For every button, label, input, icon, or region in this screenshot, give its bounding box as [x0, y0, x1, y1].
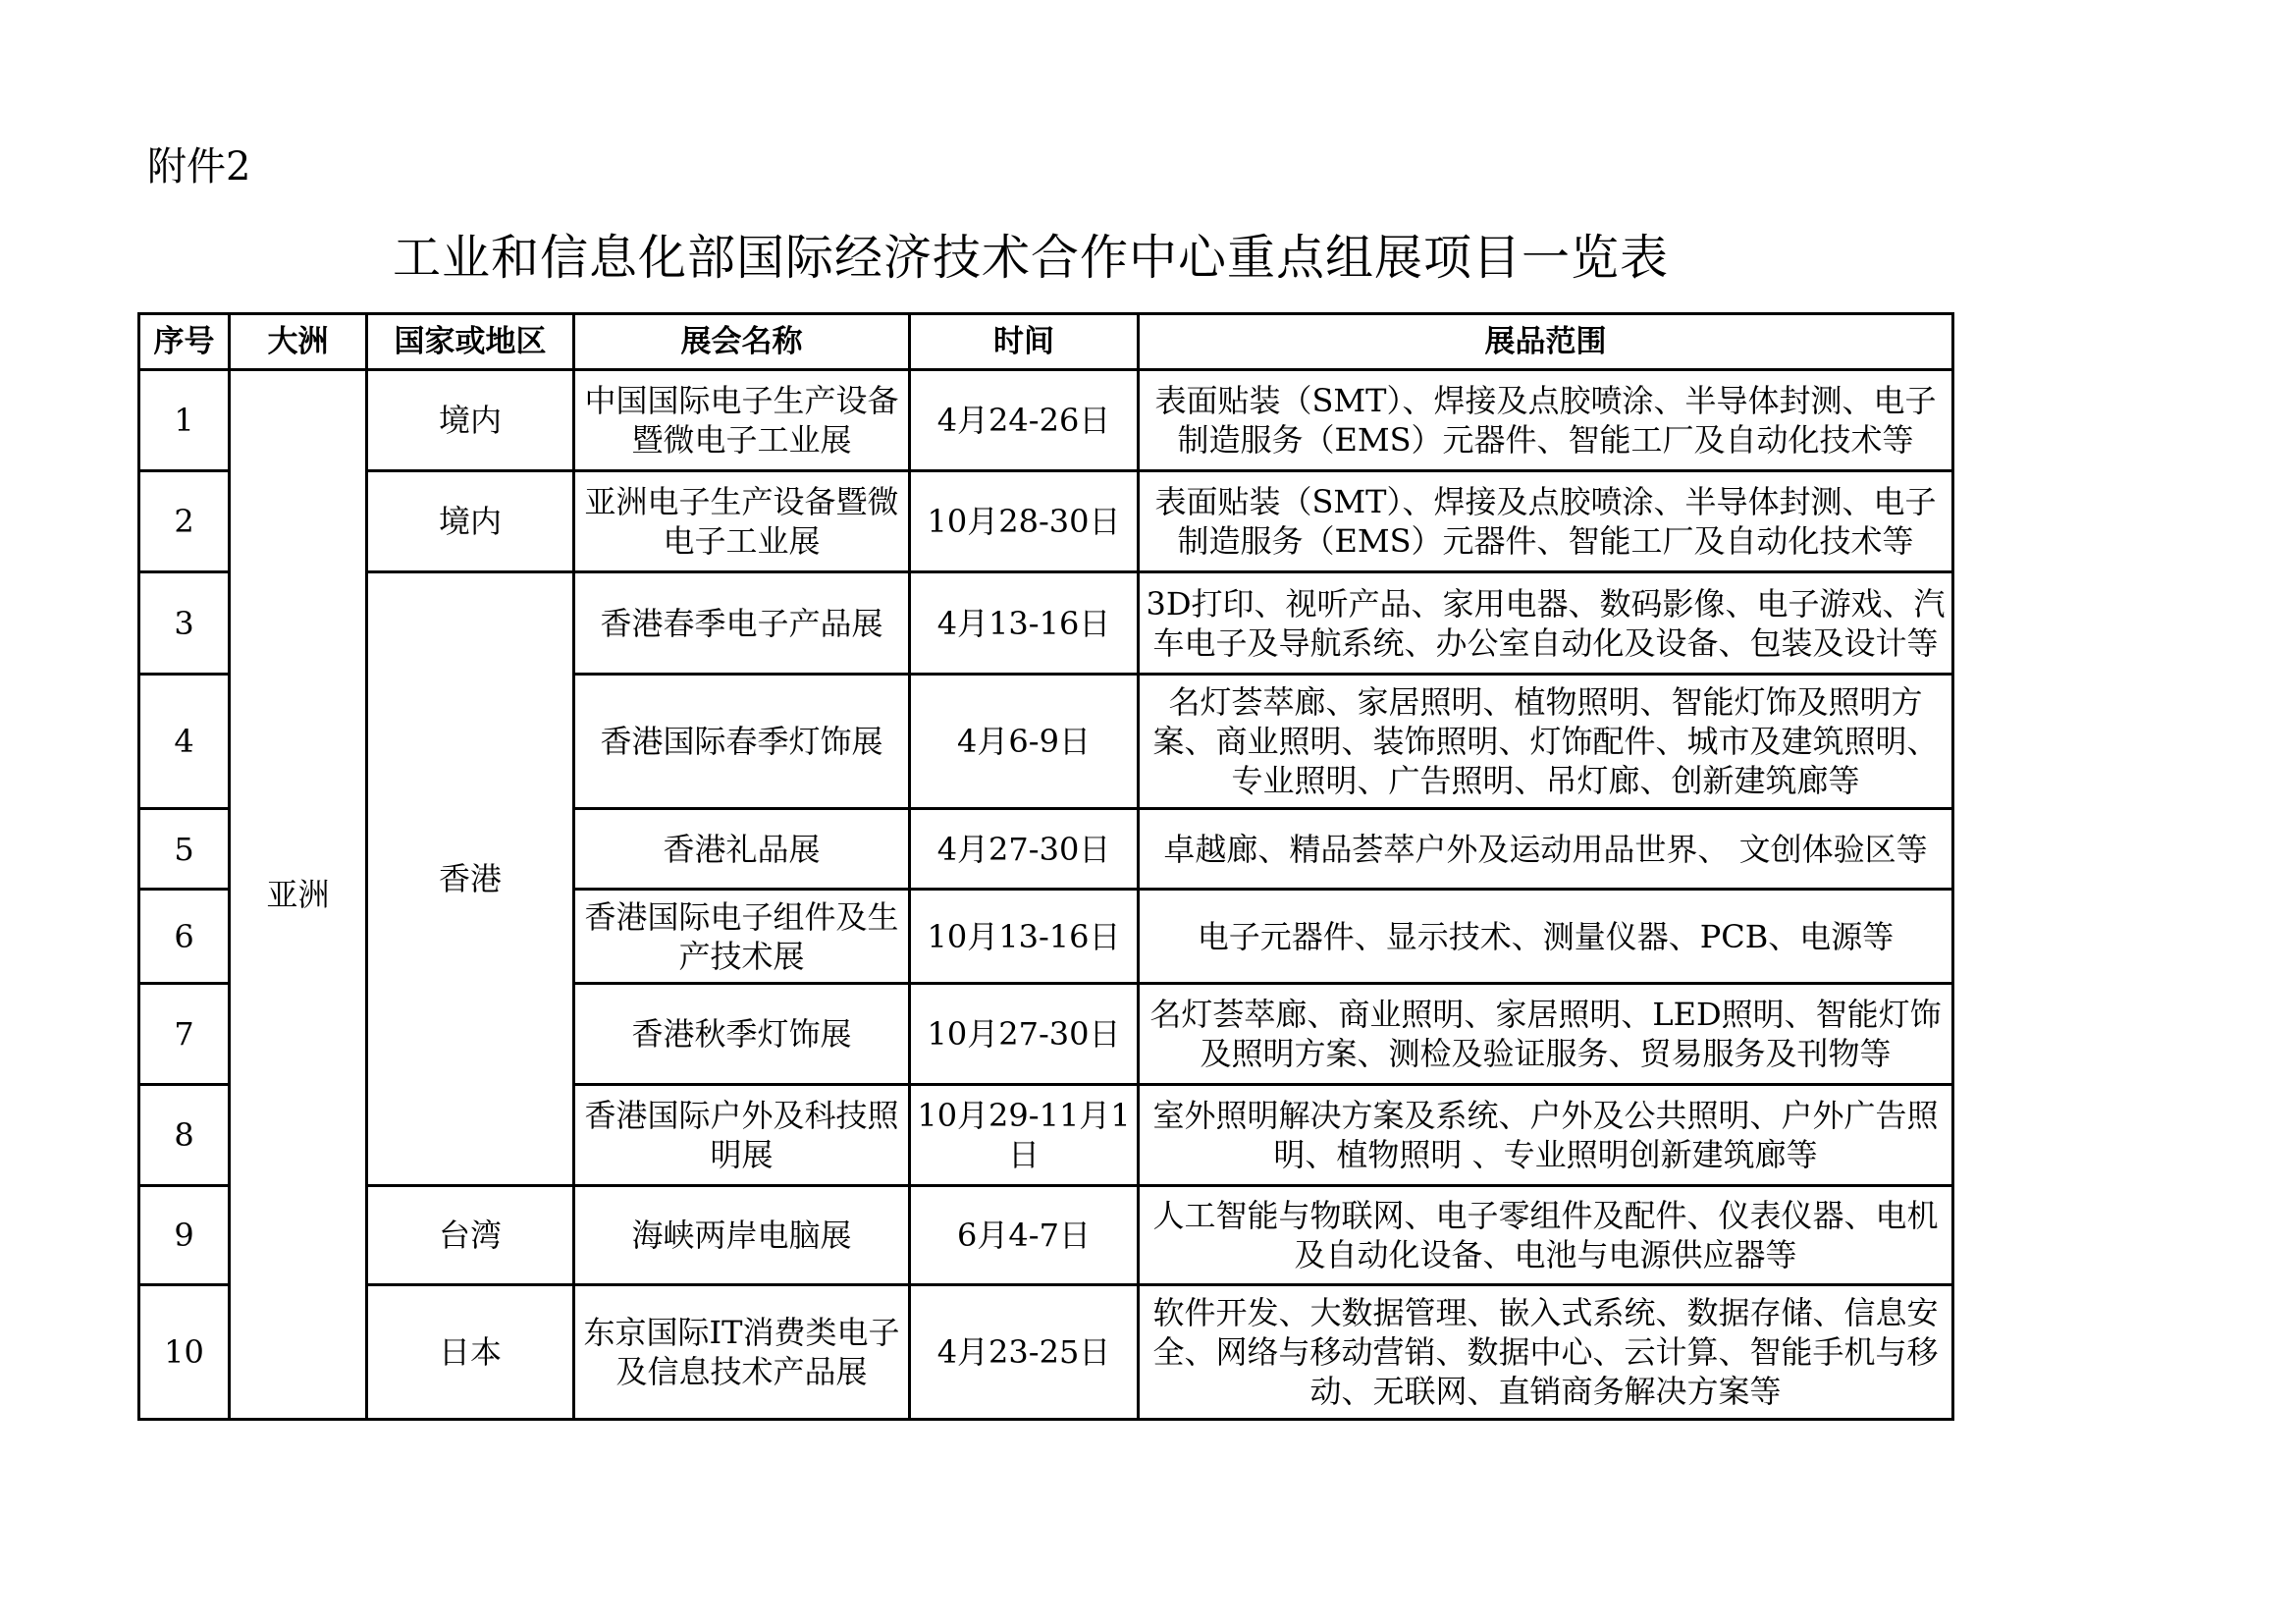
cell-time: 10月27-30日	[910, 984, 1139, 1085]
document-title: 工业和信息化部国际经济技术合作中心重点组展项目一览表	[393, 230, 1670, 286]
cell-time: 4月6-9日	[910, 675, 1139, 809]
cell-continent: 亚洲	[230, 370, 367, 1420]
header-region: 国家或地区	[367, 314, 574, 370]
cell-no: 4	[139, 675, 230, 809]
cell-product-range	[1139, 984, 1953, 1085]
product-range-text: 名灯荟萃廊、家居照明、植物照明、智能灯饰及照明方案、商业照明、装饰照明、灯饰配件、城市及建筑照明、专业照明、广告照明、吊灯廊、创新建筑廊等	[1152, 683, 1939, 799]
product-range-text: 室外照明解决方案及系统、户外及公共照明、户外广告照明、植物照明 、专业照明创新建筑廊等	[1152, 1097, 1939, 1173]
product-range-text: 电子元器件、显示技术、测量仪器、PCB、电源等	[1197, 917, 1895, 955]
cell-time: 4月23-25日	[910, 1285, 1139, 1420]
cell-time: 10月13-16日	[910, 890, 1139, 984]
cell-region: 台湾	[367, 1186, 574, 1285]
cell-product-range	[1139, 1285, 1953, 1420]
header-exhibition-name: 展会名称	[574, 314, 910, 370]
cell-exhibition-name: 香港秋季灯饰展	[574, 984, 910, 1085]
table-row	[139, 370, 1953, 471]
cell-product-range	[1139, 572, 1953, 675]
cell-product-range	[1139, 675, 1953, 809]
product-range-text: 卓越廊、精品荟萃户外及运动用品世界、 文创体验区等	[1163, 830, 1928, 868]
cell-exhibition-name: 香港国际户外及科技照明展	[574, 1085, 910, 1186]
table-row	[139, 572, 1953, 675]
product-range-text: 人工智能与物联网、电子零组件及配件、仪表仪器、电机及自动化设备、电池与电源供应器等	[1152, 1197, 1939, 1273]
product-range-text: 3D打印、视听产品、家用电器、数码影像、电子游戏、汽车电子及导航系统、办公室自动化及设备、包装及设计等	[1146, 584, 1946, 662]
header-continent: 大洲	[230, 314, 367, 370]
cell-exhibition-name: 香港春季电子产品展	[574, 572, 910, 675]
cell-no: 9	[139, 1186, 230, 1285]
cell-product-range	[1139, 370, 1953, 471]
cell-no: 1	[139, 370, 230, 471]
attachment-label: 附件2	[147, 144, 251, 189]
header-time: 时间	[910, 314, 1139, 370]
product-range-text: 软件开发、大数据管理、嵌入式系统、数据存储、信息安全、网络与移动营销、数据中心、云计算、智能手机与移动、无联网、直销商务解决方案等	[1152, 1294, 1939, 1410]
cell-product-range	[1139, 1186, 1953, 1285]
cell-time: 4月27-30日	[910, 809, 1139, 890]
cell-exhibition-name: 香港国际春季灯饰展	[574, 675, 910, 809]
cell-time: 4月24-26日	[910, 370, 1139, 471]
cell-exhibition-name: 香港国际电子组件及生产技术展	[574, 890, 910, 984]
cell-time: 10月29-11月1日	[910, 1085, 1139, 1186]
table-row	[139, 1285, 1953, 1420]
product-range-text: 名灯荟萃廊、商业照明、家居照明、LED照明、智能灯饰及照明方案、测检及验证服务、贸易服务及刊物等	[1149, 996, 1942, 1072]
cell-exhibition-name: 亚洲电子生产设备暨微电子工业展	[574, 471, 910, 572]
table-header-row	[139, 314, 1953, 370]
cell-time: 4月13-16日	[910, 572, 1139, 675]
header-no: 序号	[139, 314, 230, 370]
cell-no: 3	[139, 572, 230, 675]
cell-no: 7	[139, 984, 230, 1085]
cell-product-range	[1139, 1085, 1953, 1186]
cell-exhibition-name: 海峡两岸电脑展	[574, 1186, 910, 1285]
cell-exhibition-name: 中国国际电子生产设备暨微电子工业展	[574, 370, 910, 471]
cell-product-range	[1139, 471, 1953, 572]
product-range-text: 表面贴装（SMT）、焊接及点胶喷涂、半导体封测、电子制造服务（EMS）元器件、智能工厂及自动化技术等	[1154, 483, 1937, 560]
cell-product-range	[1139, 809, 1953, 890]
cell-region: 境内	[367, 471, 574, 572]
product-range-text: 表面贴装（SMT）、焊接及点胶喷涂、半导体封测、电子制造服务（EMS）元器件、智能工厂及自动化技术等	[1154, 382, 1937, 459]
exhibition-table	[137, 312, 1954, 1421]
cell-no: 2	[139, 471, 230, 572]
cell-time: 10月28-30日	[910, 471, 1139, 572]
cell-no: 5	[139, 809, 230, 890]
table-row	[139, 471, 1953, 572]
cell-time: 6月4-7日	[910, 1186, 1139, 1285]
cell-no: 10	[139, 1285, 230, 1420]
cell-no: 6	[139, 890, 230, 984]
cell-no: 8	[139, 1085, 230, 1186]
cell-region: 境内	[367, 370, 574, 471]
cell-region: 日本	[367, 1285, 574, 1420]
cell-exhibition-name: 东京国际IT消费类电子及信息技术产品展	[574, 1285, 910, 1420]
cell-region: 香港	[367, 572, 574, 1186]
cell-product-range	[1139, 890, 1953, 984]
cell-exhibition-name: 香港礼品展	[574, 809, 910, 890]
header-product-range: 展品范围	[1139, 314, 1953, 370]
table-row	[139, 1186, 1953, 1285]
